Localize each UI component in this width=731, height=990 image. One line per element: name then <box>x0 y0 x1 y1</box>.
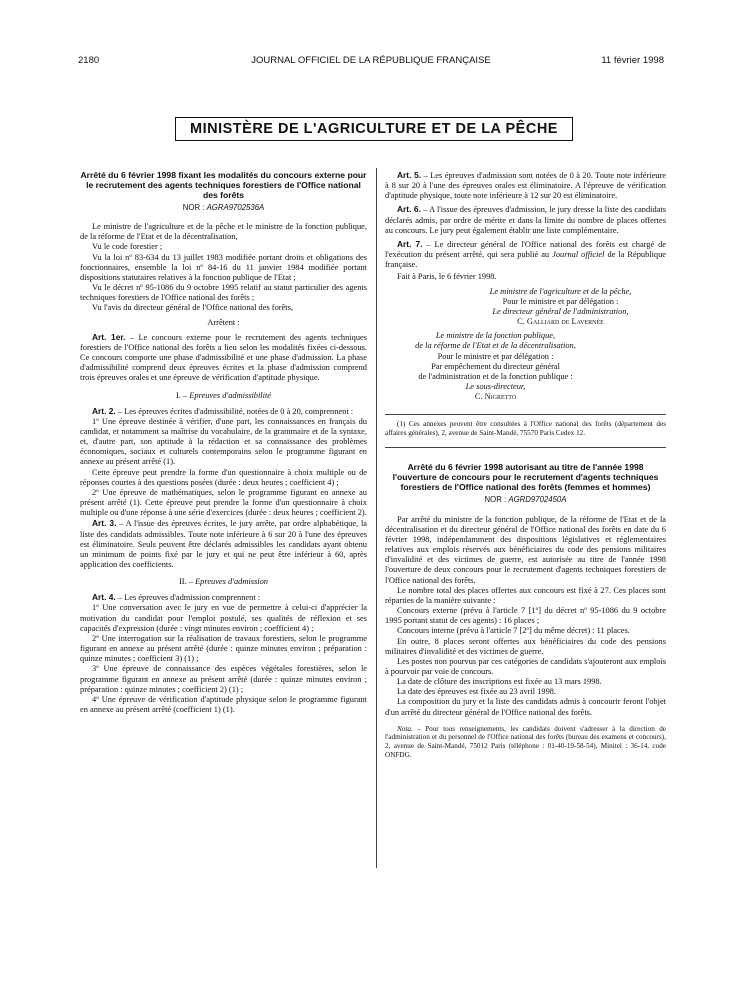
body-paragraph: Concours interne (prévu à l'article 7 [2º] du même décret) : 11 places. <box>397 626 630 636</box>
left-column <box>80 170 367 715</box>
preamble-line: Vu le décret nº 95-1086 du 9 octobre 1995 relatif au statut particulier des agents techniques forestiers de l'Office national des forêts ; <box>80 283 367 303</box>
preamble-line: Vu le code forestier ; <box>92 242 163 252</box>
nor-reference-2: NOR : AGRD9702450A <box>484 495 567 505</box>
issue-date: 11 février 1998 <box>601 55 664 66</box>
list-item: 3º Une épreuve de connaissance des espèces végétales forestières, selon le programme figurant en annexe au présent arrêté (durée : quinze minutes environ ; préparation : quinze minutes ; coefficient 2) (1) ; <box>80 664 367 694</box>
decree-title-2: Arrêté du 6 février 1998 autorisant au titre de l'année 1998 l'ouverture de concours pour le recrutement d'agents techniques forestiers de l'Office national des forêts (femmes et hommes) <box>392 462 659 493</box>
article-2: Art. 2. – Les épreuves écrites d'admissibilité, notées de 0 à 20, comprennent : <box>92 405 354 416</box>
nor-code: AGRA9702536A <box>206 203 265 212</box>
body-paragraph: La date des épreuves est fixée au 23 avril 1998. <box>397 687 557 697</box>
footnote: (1) Ces annexes peuvent être consultées à l'Office national des forêts (département des affaires générales), 2, avenue de Saint-Mandé, 75570 Paris Cedex 12. <box>385 420 666 437</box>
section-rule <box>385 447 666 448</box>
body-paragraph: La date de clôture des inscriptions est fixée au 13 mars 1998. <box>397 677 602 687</box>
preamble-line: Vu la loi nº 83-634 du 13 juillet 1983 modifiée portant droits et obligations des fonctionnaires, ensemble la loi nº 84-16 du 11 janvier 1984 modifiée portant dispositions statutaires relatives à la fonction publique de l'Etat ; <box>80 252 367 282</box>
body-paragraph: Les postes non pourvus par ces catégories de candidats s'ajouteront aux emplois à pourvoir par voie de concours. <box>385 656 666 676</box>
body-paragraph: Le nombre total des places offertes aux concours est fixé à 27. Ces places sont réparties de la manière suivante : <box>385 585 666 605</box>
nor-code: AGRD9702450A <box>508 495 567 505</box>
preamble-line: Vu l'avis du directeur général de l'Office national des forêts, <box>92 303 293 313</box>
list-item: 4º Une épreuve de vérification d'aptitude physique selon le programme figurant en annexe au présent arrêté (coefficient 1) (1). <box>80 694 367 715</box>
signature-block-public-service: Le ministre de la fonction publique, de la réforme de l'Etat et de la décentralisation, Pour le ministre et par délégation : Par empêchement du directeur général de l'administration et de la fonction publique : Le sous-directeur, C. Nigretto <box>385 331 666 402</box>
article-4: Art. 4. – Les épreuves d'admission comprennent : <box>92 592 261 603</box>
column-divider <box>376 168 377 868</box>
page-header <box>78 55 664 67</box>
decree-title: Arrêté du 6 février 1998 fixant les modalités du concours externe pour le recrutement des agents techniques forestiers de l'Office national des forêts <box>80 170 367 200</box>
signatory-name: C. Galliard de Lavernée <box>517 317 604 327</box>
body-paragraph: En outre, 8 places seront offertes aux bénéficiaires du code des pensions militaires d'invalidité et des victimes de guerre. <box>385 636 666 656</box>
signatory-name: C. Nigretto <box>474 392 517 402</box>
nor-reference: NOR : AGRA9702536A <box>182 203 265 212</box>
preamble-line: Le ministre de l'agriculture et de la pêche et le ministre de la fonction publique, de la réforme de l'Etat et de la décentralisation, <box>80 222 367 242</box>
article-label: Art. 6. <box>397 204 421 215</box>
article-label: Art. 1er. <box>92 331 126 342</box>
body-paragraph: Par arrêté du ministre de la fonction publique, de la réforme de l'Etat et de la décentralisation et du directeur général de l'Office national des forêts en date du 6 février 1998, indépendamment des dispositions législatives et réglementaires relatives aux emplois réservés aux bénéficiaires du code des pensions militaires d'invalidité et des victimes de guerre, est autorisée au titre de l'année 1998 l'ouverture de deux concours pour le recrutement d'agents techniques forestiers de l'Office national des forêts. <box>385 514 666 585</box>
right-column <box>385 170 666 759</box>
signature-block-agriculture: Le ministre de l'agriculture et de la pêche, Pour le ministre et par délégation : Le directeur général de l'administration, C. Galliard de Lavernée <box>385 287 666 328</box>
article-7: Art. 7. – Le directeur général de l'Office national des forêts est chargé de l'exécution du présent arrêté, qui sera publié au Journal officiel de la République française. <box>385 238 666 270</box>
body-paragraph: La composition du jury et la liste des candidats admis à concourir feront l'objet d'un arrêté du directeur général de l'Office national des forêts. <box>385 697 666 717</box>
article-6: Art. 6. – A l'issue des épreuves d'admission, le jury dresse la liste des candidats déclarés admis, par ordre de mérite et dans la limite du nombre de places offertes au concours. Le jury peut également établir une liste complémentaire. <box>385 204 666 235</box>
signing-place-date: Fait à Paris, le 6 février 1998. <box>397 272 497 282</box>
footnote-rule <box>385 414 666 415</box>
arretent-heading: Arrêtent : <box>207 317 240 327</box>
section-heading-admissibility: I. – Epreuves d'admissibilité <box>176 390 271 400</box>
article-label: Art. 2. <box>92 405 116 416</box>
body-paragraph: Concours externe (prévu à l'article 7 [1º] du décret nº 95-1086 du 9 octobre 1995 portant statut de ces agents) : 16 places ; <box>385 606 666 626</box>
list-item: 1º Une conversation avec le jury en vue de permettre à celui-ci d'apprécier la motivation du candidat pour l'emploi postulé, ses qualités de réflexion et ses capacités d'expression (durée : vingt minutes environ ; coefficient 4) ; <box>80 603 367 633</box>
journal-title: JOURNAL OFFICIEL DE LA RÉPUBLIQUE FRANÇAISE <box>251 55 491 66</box>
article-3: Art. 3. – A l'issue des épreuves écrites, le jury arrête, par ordre alphabétique, la liste des candidats admissibles. Toute note inférieure à 6 sur 20 à l'une des épreuves est éliminatoire. Seuls peuvent être déclarés admissibles les candidats ayant obtenu un minimum de points fixé par le jury et qui ne peut être inférieur à 60, après application des coefficients. <box>80 518 367 569</box>
article-label: Art. 4. <box>92 592 116 603</box>
article-5: Art. 5. – Les épreuves d'admission sont notées de 0 à 20. Toute note inférieure à 8 sur 20 à l'une des épreuves orales est éliminatoire. A l'épreuve de vérification d'aptitude physique, toute note inférieure à 12 sur 20 est éliminatoire. <box>385 170 666 201</box>
page-number: 2180 <box>78 55 100 66</box>
article-label: Art. 7. <box>397 238 423 249</box>
ministry-heading-box: MINISTÈRE DE L'AGRICULTURE ET DE LA PÊCHE <box>175 117 573 141</box>
article-label: Art. 5. <box>397 170 422 180</box>
list-item: 1º Une épreuve destinée à vérifier, d'une part, les connaissances en français du candidat, et notamment sa maîtrise du vocabulaire, de la grammaire et de la syntaxe, et, d'autre part, son aptitude à la rédaction et sa connaissance des problèmes économiques, sociaux et culturels contemporains selon le programme figurant en annexe au présent arrêté (1). <box>80 416 367 467</box>
section-heading-admission: II. – Epreuves d'admission <box>179 577 268 587</box>
article-1: Art. 1er. – Le concours externe pour le recrutement des agents techniques forestiers de l'Office national des forêts a lieu selon les modalités fixées ci-dessous. Ce concours comporte une phase d'admissibilité et une phase d'admission. La phase d'admissibilité comprend deux épreuves écrites et la phase d'admission comprend trois épreuves orales et une épreuve de vérification d'aptitude physique. <box>80 331 367 383</box>
article-label: Art. 3. <box>92 518 117 529</box>
nota-note: Nota. – Pour tous renseignements, les candidats doivent s'adresser à la direction de l'administration et du personnel de l'Office national des forêts (bureau des examens et concours), 2, avenue de Saint-Mandé, 75012 Paris (téléphone : 01-40-19-58-54), Minitel : 36-14, code ONFDG. <box>385 724 666 759</box>
list-item: Cette épreuve peut prendre la forme d'un questionnaire à choix multiple ou de réponses courtes à des questions posées (durée : deux heures ; coefficient 4) ; <box>80 467 367 487</box>
list-item: 2º Une interrogation sur la réalisation de travaux forestiers, selon le programme figurant en annexe au présent arrêté (durée : quinze minutes environ ; préparation : quinze minutes ; coefficient 3) (1) ; <box>80 633 367 664</box>
list-item: 2º Une épreuve de mathématiques, selon le programme figurant en annexe au présent arrêté (1). Cette épreuve peut prendre la forme d'un questionnaire à choix multiple ou d'une réponse à une série d'exercices (durée : deux heures ; coefficient 2). <box>80 487 367 518</box>
